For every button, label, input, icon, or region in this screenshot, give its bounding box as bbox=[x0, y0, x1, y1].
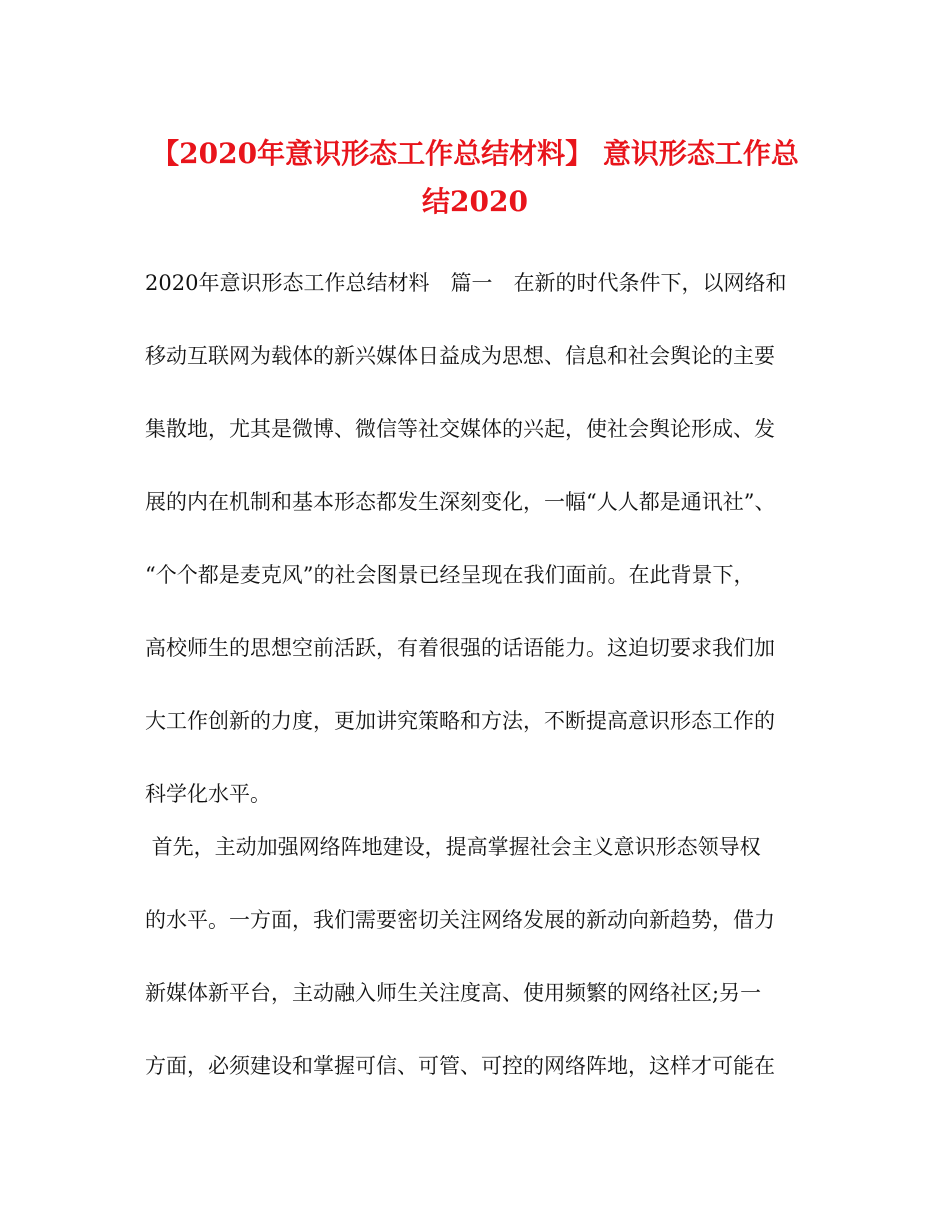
paragraph-line: 大工作创新的力度，更加讲究策略和方法，不断提高意识形态工作的 bbox=[145, 709, 775, 733]
paragraph-line: 展的内在机制和基本形态都发生深刻变化，一幅“人人都是通讯社”、 bbox=[145, 490, 776, 514]
paragraph-line: 移动互联网为载体的新兴媒体日益成为思想、信息和社会舆论的主要 bbox=[145, 344, 775, 368]
paragraph-line: 首先，主动加强网络阵地建设，提高掌握社会主义意识形态领导权 bbox=[145, 835, 761, 859]
paragraph-line: 集散地，尤其是微博、微信等社交媒体的兴起，使社会舆论形成、发 bbox=[145, 417, 775, 441]
paragraph-line: 新媒体新平台，主动融入师生关注度高、使用频繁的网络社区;另一 bbox=[145, 981, 762, 1005]
paragraph-line: “个个都是麦克风”的社会图景已经呈现在我们面前。在此背景下， bbox=[145, 563, 755, 587]
paragraph-line: 的水平。一方面，我们需要密切关注网络发展的新动向新趋势，借力 bbox=[145, 908, 775, 932]
document-title-line-1: 【2020年意识形态工作总结材料】 意识形态工作总 bbox=[151, 137, 799, 170]
document-title-line-2: 结2020 bbox=[422, 185, 528, 218]
paragraph-line: 2020年意识形态工作总结材料 篇一 在新的时代条件下，以网络和 bbox=[145, 271, 787, 295]
paragraph-line: 科学化水平。 bbox=[145, 782, 271, 806]
paragraph-line: 高校师生的思想空前活跃，有着很强的话语能力。这迫切要求我们加 bbox=[145, 636, 775, 660]
paragraph-line: 方面，必须建设和掌握可信、可管、可控的网络阵地，这样才可能在 bbox=[145, 1054, 775, 1078]
